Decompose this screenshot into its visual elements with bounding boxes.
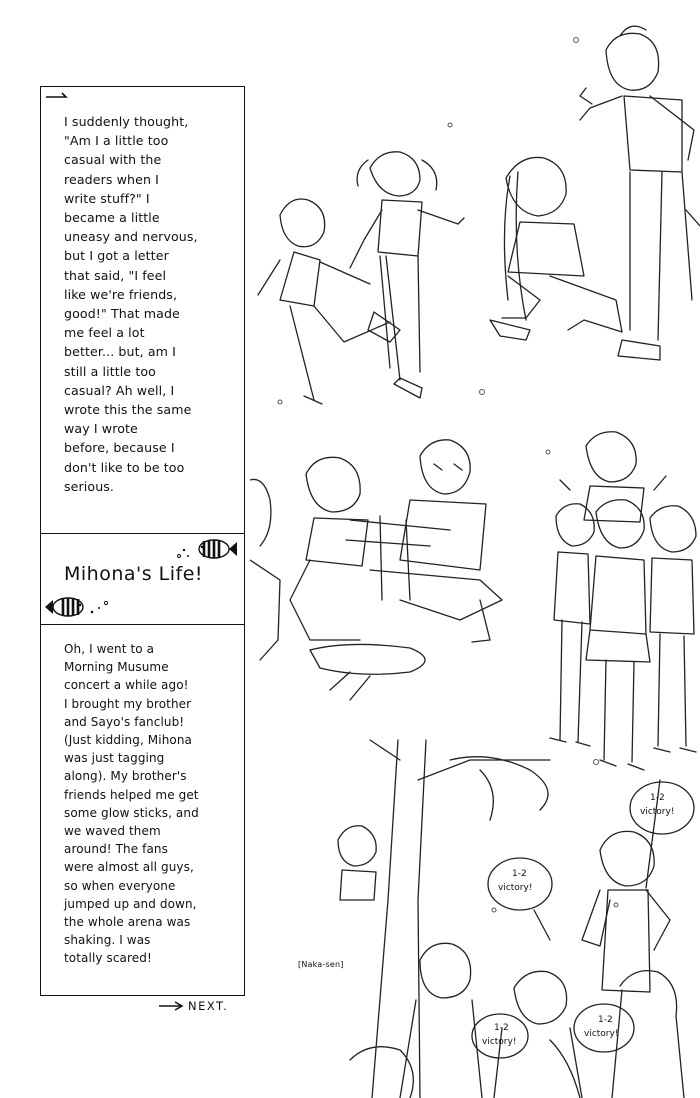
- kids-scene: [258, 26, 700, 404]
- notes-paragraph: I suddenly thought, "Am I a little too casual with the readers when I write stuff?" I became a little uneasy and nervous, but I got a letter that said, "I feel like we're friends, good!" That made me feel a lot better... but, am I still a little too casual? Ah well, I wrote this the same way I wrote before, because I don't like to be too serious.: [64, 114, 198, 494]
- concert-paragraph: Oh, I went to a Morning Musume concert a while ago! I brought my brother and Sayo's fanclub! (Just kidding, Mihona was just tagging along). My brother's friends helped me get some glow sticks, and we waved them around! The fans were almost all guys, so when everyone jumped up and down, the whole arena was shaking. I was totally scared!: [64, 642, 199, 966]
- svg-text:1-2: 1-2: [598, 1015, 613, 1025]
- svg-text:victory!: victory!: [640, 807, 675, 817]
- girls-group-scene: [550, 432, 696, 770]
- fish-icon: [44, 594, 122, 620]
- next-label: NEXT.: [188, 999, 229, 1013]
- svg-text:1-2: 1-2: [650, 793, 665, 803]
- manga-illustrations: [250, 0, 700, 1098]
- svg-text:victory!: victory!: [498, 883, 533, 893]
- svg-text:victory!: victory!: [584, 1029, 619, 1039]
- corner-arrow-icon: [44, 89, 72, 101]
- svg-text:victory!: victory!: [482, 1037, 517, 1047]
- right-arrow-icon: [158, 1001, 184, 1011]
- svg-text:1-2: 1-2: [494, 1023, 509, 1033]
- section-title: Mihona's Life!: [64, 563, 204, 585]
- seated-pair-scene: [250, 440, 502, 700]
- fish-icon: [176, 536, 238, 562]
- svg-text:1-2: 1-2: [512, 869, 527, 879]
- sparkle-marks: [278, 38, 618, 913]
- next-page-indicator: [158, 999, 228, 1013]
- character-caption: [Naka-sen]: [298, 960, 344, 969]
